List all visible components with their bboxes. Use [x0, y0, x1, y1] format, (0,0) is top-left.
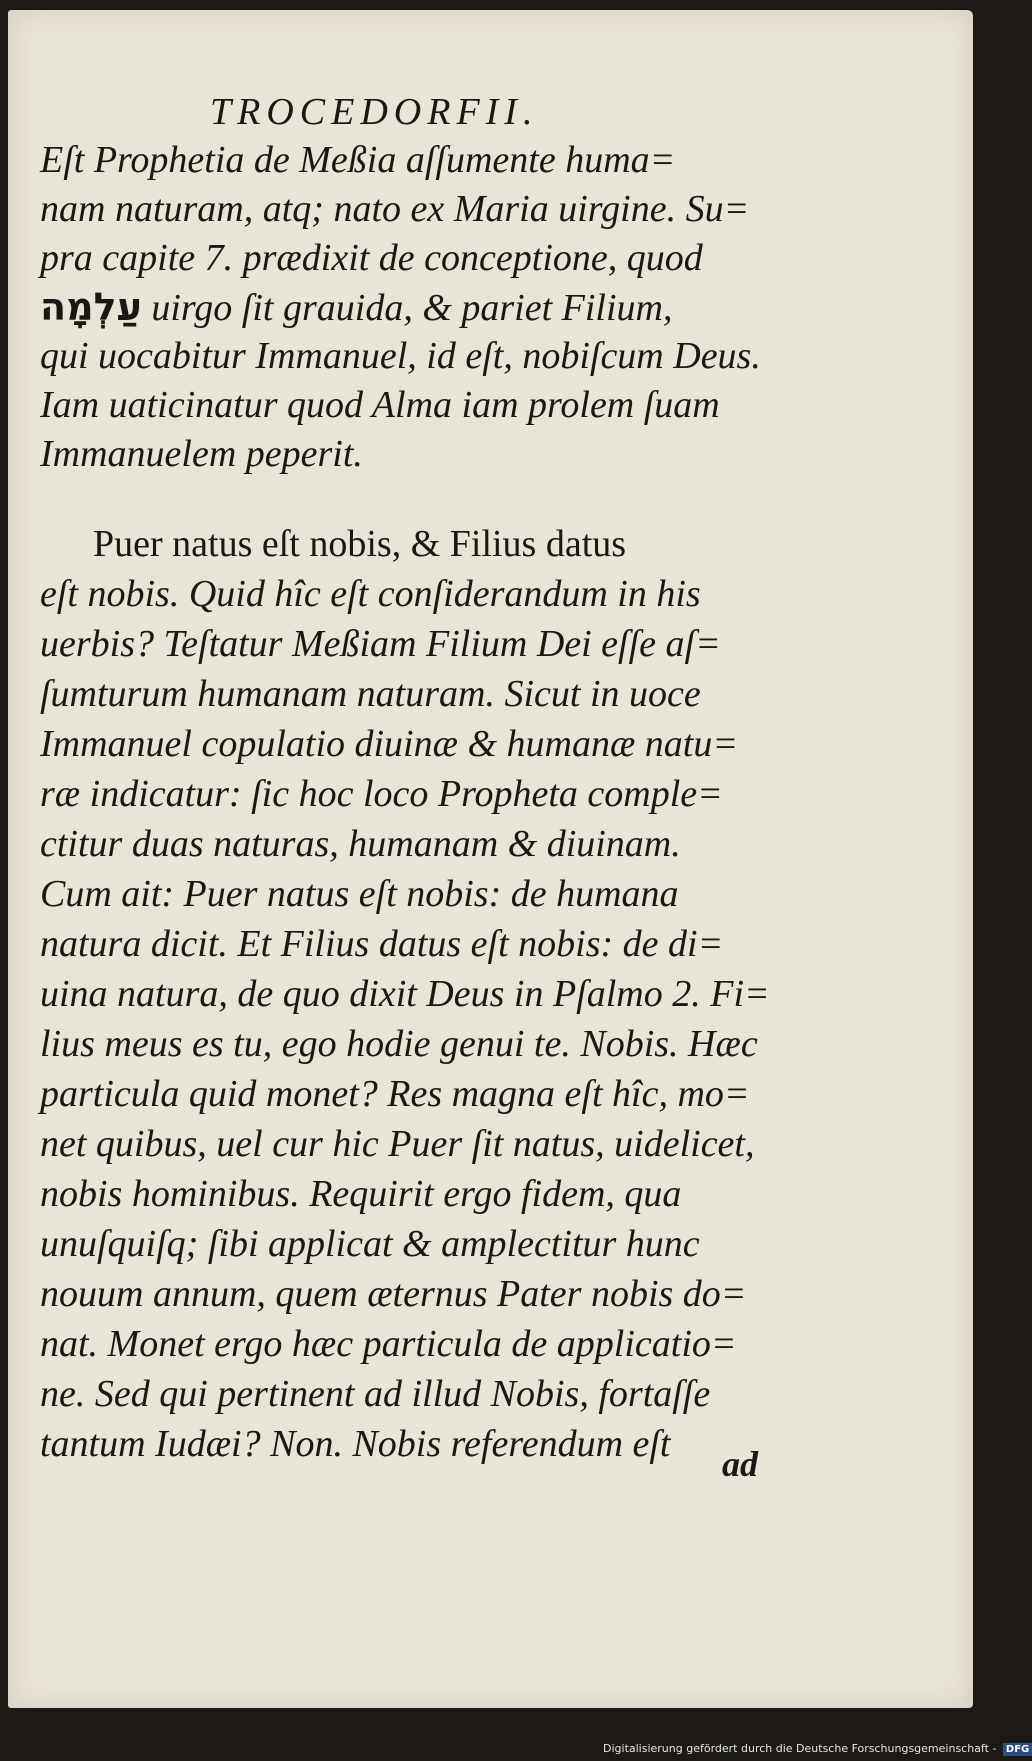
text-line: nam naturam, atq; nato ex Maria uirgine. Su= — [40, 188, 750, 230]
text-line: uerbis? Teſtatur Meßiam Filium Dei eſſe aſ= — [40, 623, 721, 665]
running-title: TROCEDORFII. — [210, 91, 539, 133]
text-line: natura dicit. Et Filius datus eſt nobis: de di= — [40, 923, 724, 965]
text-line: ræ indicatur: ſic hoc loco Propheta comple= — [40, 773, 723, 815]
text-line: lius meus es tu, ego hodie genui te. Nobis. Hæc — [40, 1023, 758, 1065]
text-line: ctitur duas naturas, humanam & diuinam. — [40, 823, 681, 865]
text-line: eſt nobis. Quid hîc eſt conſiderandum in his — [40, 573, 701, 615]
text-line: Immanuelem peperit. — [40, 433, 363, 475]
text-line: particula quid monet? Res magna eſt hîc, mo= — [40, 1073, 750, 1115]
text-line: Immanuel copulatio diuinæ & humanæ natu= — [40, 723, 739, 765]
digitization-credit — [603, 1742, 1032, 1756]
hebrew-word: עַלְמָה — [40, 285, 142, 329]
text-line-rest: uirgo ſit grauida, & pariet Filium, — [151, 287, 673, 329]
text-line: net quibus, uel cur hic Puer ſit natus, uidelicet, — [40, 1123, 755, 1165]
text-line: nobis hominibus. Requirit ergo fidem, qua — [40, 1173, 682, 1215]
text-line: Puer natus eſt nobis, & Filius datus — [93, 523, 627, 565]
credit-text: Digitalisierung gefördert durch die Deutsche Forschungsgemeinschaft - — [603, 1742, 997, 1755]
text-line: ſumturum humanam naturam. Sicut in uoce — [40, 673, 701, 715]
text-line: nat. Monet ergo hæc particula de applicatio= — [40, 1323, 737, 1365]
text-line: pra capite 7. prædixit de conceptione, quod — [40, 237, 703, 279]
catchword: ad — [722, 1444, 758, 1484]
text-line: Eſt Prophetia de Meßia aſſumente huma= — [40, 139, 676, 181]
text-line: unuſquiſq; ſibi applicat & amplectitur hunc — [40, 1223, 700, 1265]
text-line: tantum Iudæi? Non. Nobis referendum eſt — [40, 1423, 671, 1465]
text-line: nouum annum, quem æternus Pater nobis do= — [40, 1273, 747, 1315]
text-line: qui uocabitur Immanuel, id eſt, nobiſcum Deus. — [40, 335, 761, 377]
text-line: uina natura, de quo dixit Deus in Pſalmo 2. Fi= — [40, 973, 770, 1015]
text-line — [40, 285, 760, 330]
text-line: Cum ait: Puer natus eſt nobis: de humana — [40, 873, 679, 915]
text-line: ne. Sed qui pertinent ad illud Nobis, fortaſſe — [40, 1373, 711, 1415]
dfg-logo: DFG — [1003, 1743, 1032, 1756]
text-line: Iam uaticinatur quod Alma iam prolem ſuam — [40, 384, 720, 426]
